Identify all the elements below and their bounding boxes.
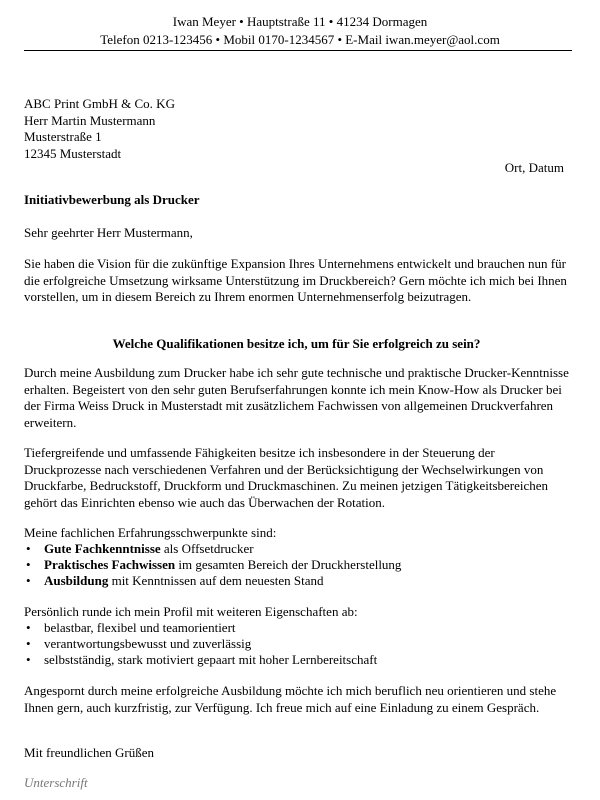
focus-item: • Praktisches Fachwissen im gesamten Bereich der Druckherstellung bbox=[24, 557, 569, 573]
focus-item: • Gute Fachkenntnisse als Offsetdrucker bbox=[24, 541, 569, 557]
focus-item: • Ausbildung mit Kenntnissen auf dem neuesten Stand bbox=[24, 573, 569, 589]
sender-contact-line: Telefon 0213-123456 • Mobil 0170-1234567 • E-Mail iwan.meyer@aol.com bbox=[100, 32, 500, 47]
experience-paragraph: Durch meine Ausbildung zum Drucker habe ich sehr gute technische und praktische Drucker-Kenntnisse erhalten. Begeistert von den sehr guten Berufserfahrungen konnte ich mein Know-How als Drucker bei der Firma Weiss Druck in Musterstadt mit zusätzlichem Fachwissen von allgemeinen Druckverfahren erweitern. bbox=[24, 365, 569, 430]
traits-intro: Persönlich runde ich mein Profil mit weiteren Eigenschaften ab: bbox=[24, 604, 358, 619]
recipient-city: 12345 Musterstadt bbox=[24, 145, 122, 161]
subject-line: Initiativbewerbung als Drucker bbox=[24, 192, 200, 207]
focus-intro: Meine fachlichen Erfahrungsschwerpunkte sind: bbox=[24, 525, 277, 540]
signature-placeholder: Unterschrift bbox=[24, 775, 88, 790]
skills-paragraph: Tiefergreifende und umfassende Fähigkeiten besitze ich insbesondere in der Steuerung der Druckprozesse nach verschiedenen Verfahren und der Berücksichtigung der Wechselwirkungen von Druckfarbe, Bedruckstoff, Druckform und Druckmaschinen. Zu meinen jetzigen Tätigkeitsbereichen gehört das Einrichten ebenso wie auch das Überwachen der Rotation. bbox=[24, 445, 549, 510]
qualifications-heading: Welche Qualifikationen besitze ich, um für Sie erfolgreich zu sein? bbox=[112, 336, 481, 351]
recipient-person: Herr Martin Mustermann bbox=[24, 112, 156, 128]
recipient-street: Musterstraße 1 bbox=[24, 129, 102, 144]
salutation: Sehr geehrter Herr Mustermann, bbox=[24, 225, 193, 240]
intro-paragraph: Sie haben die Vision für die zukünftige Expansion Ihres Unternehmens entwickelt und brauchen nun für die erfolgreiche Umsetzung wirksame Unterstützung im Druckbereich? Gern möchte ich mich bei Ihnen vorstellen, um in diesem Bereich zu Ihrem enormen Unternehmenserfolg beizutragen. bbox=[24, 256, 567, 304]
recipient-company: ABC Print GmbH & Co. KG bbox=[24, 96, 175, 111]
closing-paragraph: Angespornt durch meine erfolgreiche Ausbildung möchte ich mich beruflich neu orientieren und stehe Ihnen gern, auch kurzfristig, zur Verfügung. Ich freue mich auf eine Einladung zu einem Gespräch. bbox=[24, 683, 557, 715]
sender-address-line: Iwan Meyer • Hauptstraße 11 • 41234 Dormagen bbox=[172, 14, 428, 29]
closing-formula: Mit freundlichen Grüßen bbox=[24, 745, 154, 760]
trait-item: • belastbar, flexibel und teamorientiert bbox=[24, 620, 569, 636]
place-date: Ort, Datum bbox=[504, 160, 564, 175]
trait-item: • selbstständig, stark motiviert gepaart mit hoher Lernbereitschaft bbox=[24, 652, 569, 668]
trait-item: • verantwortungsbewusst und zuverlässig bbox=[24, 636, 569, 652]
recipient-address bbox=[24, 96, 569, 162]
focus-list bbox=[24, 541, 569, 589]
header-divider bbox=[24, 50, 572, 51]
traits-list bbox=[24, 620, 569, 668]
